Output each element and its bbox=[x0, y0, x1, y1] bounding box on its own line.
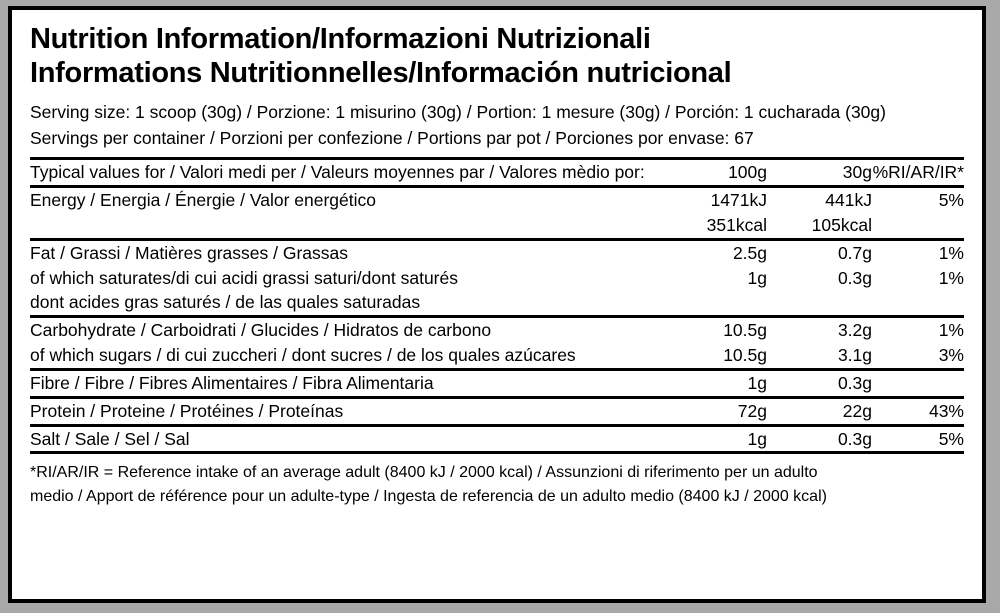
header-col-100g: 100g bbox=[647, 159, 767, 187]
row-30g-saturates-cont bbox=[767, 290, 872, 316]
row-30g-carbohydrate: 3.2g bbox=[767, 317, 872, 343]
title-block bbox=[30, 22, 964, 90]
serving-block bbox=[30, 100, 964, 151]
row-100g-fibre: 1g bbox=[647, 369, 767, 397]
footnote-divider bbox=[30, 451, 964, 454]
table-header-row bbox=[30, 159, 964, 187]
row-ri-fat: 1% bbox=[872, 239, 964, 265]
row-100g-saturates-cont bbox=[647, 290, 767, 316]
row-ri-sugars: 3% bbox=[938, 345, 964, 366]
header-col-30g: 30g bbox=[767, 159, 872, 187]
row-label-energy-kcal bbox=[30, 213, 647, 239]
row-label-carbohydrate: Carbohydrate / Carboidrati / Glucides / Hidratos de carbono bbox=[30, 317, 647, 343]
nutrition-panel bbox=[8, 6, 986, 603]
row-30g-energy: 441kJ bbox=[767, 187, 872, 213]
row-ri-salt: 5% bbox=[872, 425, 964, 451]
row-ri-energy: 5% bbox=[872, 187, 964, 213]
row-100g-sugars: 10.5g bbox=[723, 345, 767, 366]
row-ri-saturates: 1% bbox=[938, 267, 964, 288]
row-label-sugars: of which sugars / di cui zuccheri / dont sucres / de los quales azúcares bbox=[30, 345, 576, 366]
table-row bbox=[30, 213, 964, 239]
row-label-saturates: of which saturates/di cui acidi grassi saturi/dont saturés bbox=[30, 267, 458, 288]
nutrition-table bbox=[30, 157, 964, 451]
header-col-ri: %RI/AR/IR* bbox=[872, 159, 964, 187]
table-row bbox=[30, 187, 964, 213]
row-label-energy: Energy / Energia / Énergie / Valor energético bbox=[30, 187, 647, 213]
footnote-line-2: medio / Apport de référence pour un adulte-type / Ingesta de referencia de un adulto medio (8400 kJ / 2000 kcal) bbox=[30, 487, 827, 505]
row-ri-energy-kcal bbox=[872, 213, 964, 239]
row-30g-fibre: 0.3g bbox=[767, 369, 872, 397]
row-ri-protein: 43% bbox=[872, 397, 964, 425]
row-30g-salt: 0.3g bbox=[767, 425, 872, 451]
table-row bbox=[30, 369, 964, 397]
row-ri-carbohydrate: 1% bbox=[872, 317, 964, 343]
row-100g-energy: 1471kJ bbox=[647, 187, 767, 213]
row-30g-energy-kcal: 105kcal bbox=[811, 214, 872, 235]
table-row bbox=[30, 290, 964, 316]
row-100g-saturates: 1g bbox=[747, 267, 767, 288]
row-30g-saturates: 0.3g bbox=[837, 267, 872, 288]
row-100g-salt: 1g bbox=[647, 425, 767, 451]
servings-per-container-text: Servings per container / Porzioni per confezione / Portions par pot / Porciones por envase: 67 bbox=[30, 127, 754, 148]
row-30g-sugars: 3.1g bbox=[837, 345, 872, 366]
row-100g-fat: 2.5g bbox=[647, 239, 767, 265]
row-label-salt: Salt / Sale / Sel / Sal bbox=[30, 425, 647, 451]
row-label-fibre: Fibre / Fibre / Fibres Alimentaires / Fibra Alimentaria bbox=[30, 369, 647, 397]
row-30g-fat: 0.7g bbox=[767, 239, 872, 265]
page-title-line-1: Nutrition Information/Informazioni Nutrizionali bbox=[30, 23, 651, 55]
row-label-saturates-cont: dont acides gras saturés / de las quales saturadas bbox=[30, 292, 421, 313]
footnote-line-1: *RI/AR/IR = Reference intake of an average adult (8400 kJ / 2000 kcal) / Assunzioni di riferimento per un adulto bbox=[30, 464, 818, 482]
row-label-protein: Protein / Proteine / Protéines / Proteínas bbox=[30, 397, 647, 425]
row-100g-carbohydrate: 10.5g bbox=[647, 317, 767, 343]
table-row bbox=[30, 239, 964, 265]
table-row bbox=[30, 425, 964, 451]
serving-size-text: Serving size: 1 scoop (30g) / Porzione: 1 misurino (30g) / Portion: 1 mesure (30g) / Porción: 1 cucharada (30g) bbox=[30, 102, 886, 123]
table-row bbox=[30, 343, 964, 369]
footnote-block bbox=[30, 461, 964, 507]
table-row bbox=[30, 317, 964, 343]
header-label: Typical values for / Valori medi per / Valeurs moyennes par / Valores mèdio por: bbox=[30, 159, 647, 187]
row-30g-protein: 22g bbox=[767, 397, 872, 425]
table-row bbox=[30, 266, 964, 291]
row-ri-fibre bbox=[872, 369, 964, 397]
row-100g-energy-kcal: 351kcal bbox=[706, 214, 767, 235]
row-ri-saturates-cont bbox=[872, 290, 964, 316]
table-row bbox=[30, 397, 964, 425]
row-label-fat: Fat / Grassi / Matières grasses / Grassas bbox=[30, 239, 647, 265]
page-title-line-2: Informations Nutritionnelles/Información nutricional bbox=[30, 57, 732, 90]
row-100g-protein: 72g bbox=[647, 397, 767, 425]
